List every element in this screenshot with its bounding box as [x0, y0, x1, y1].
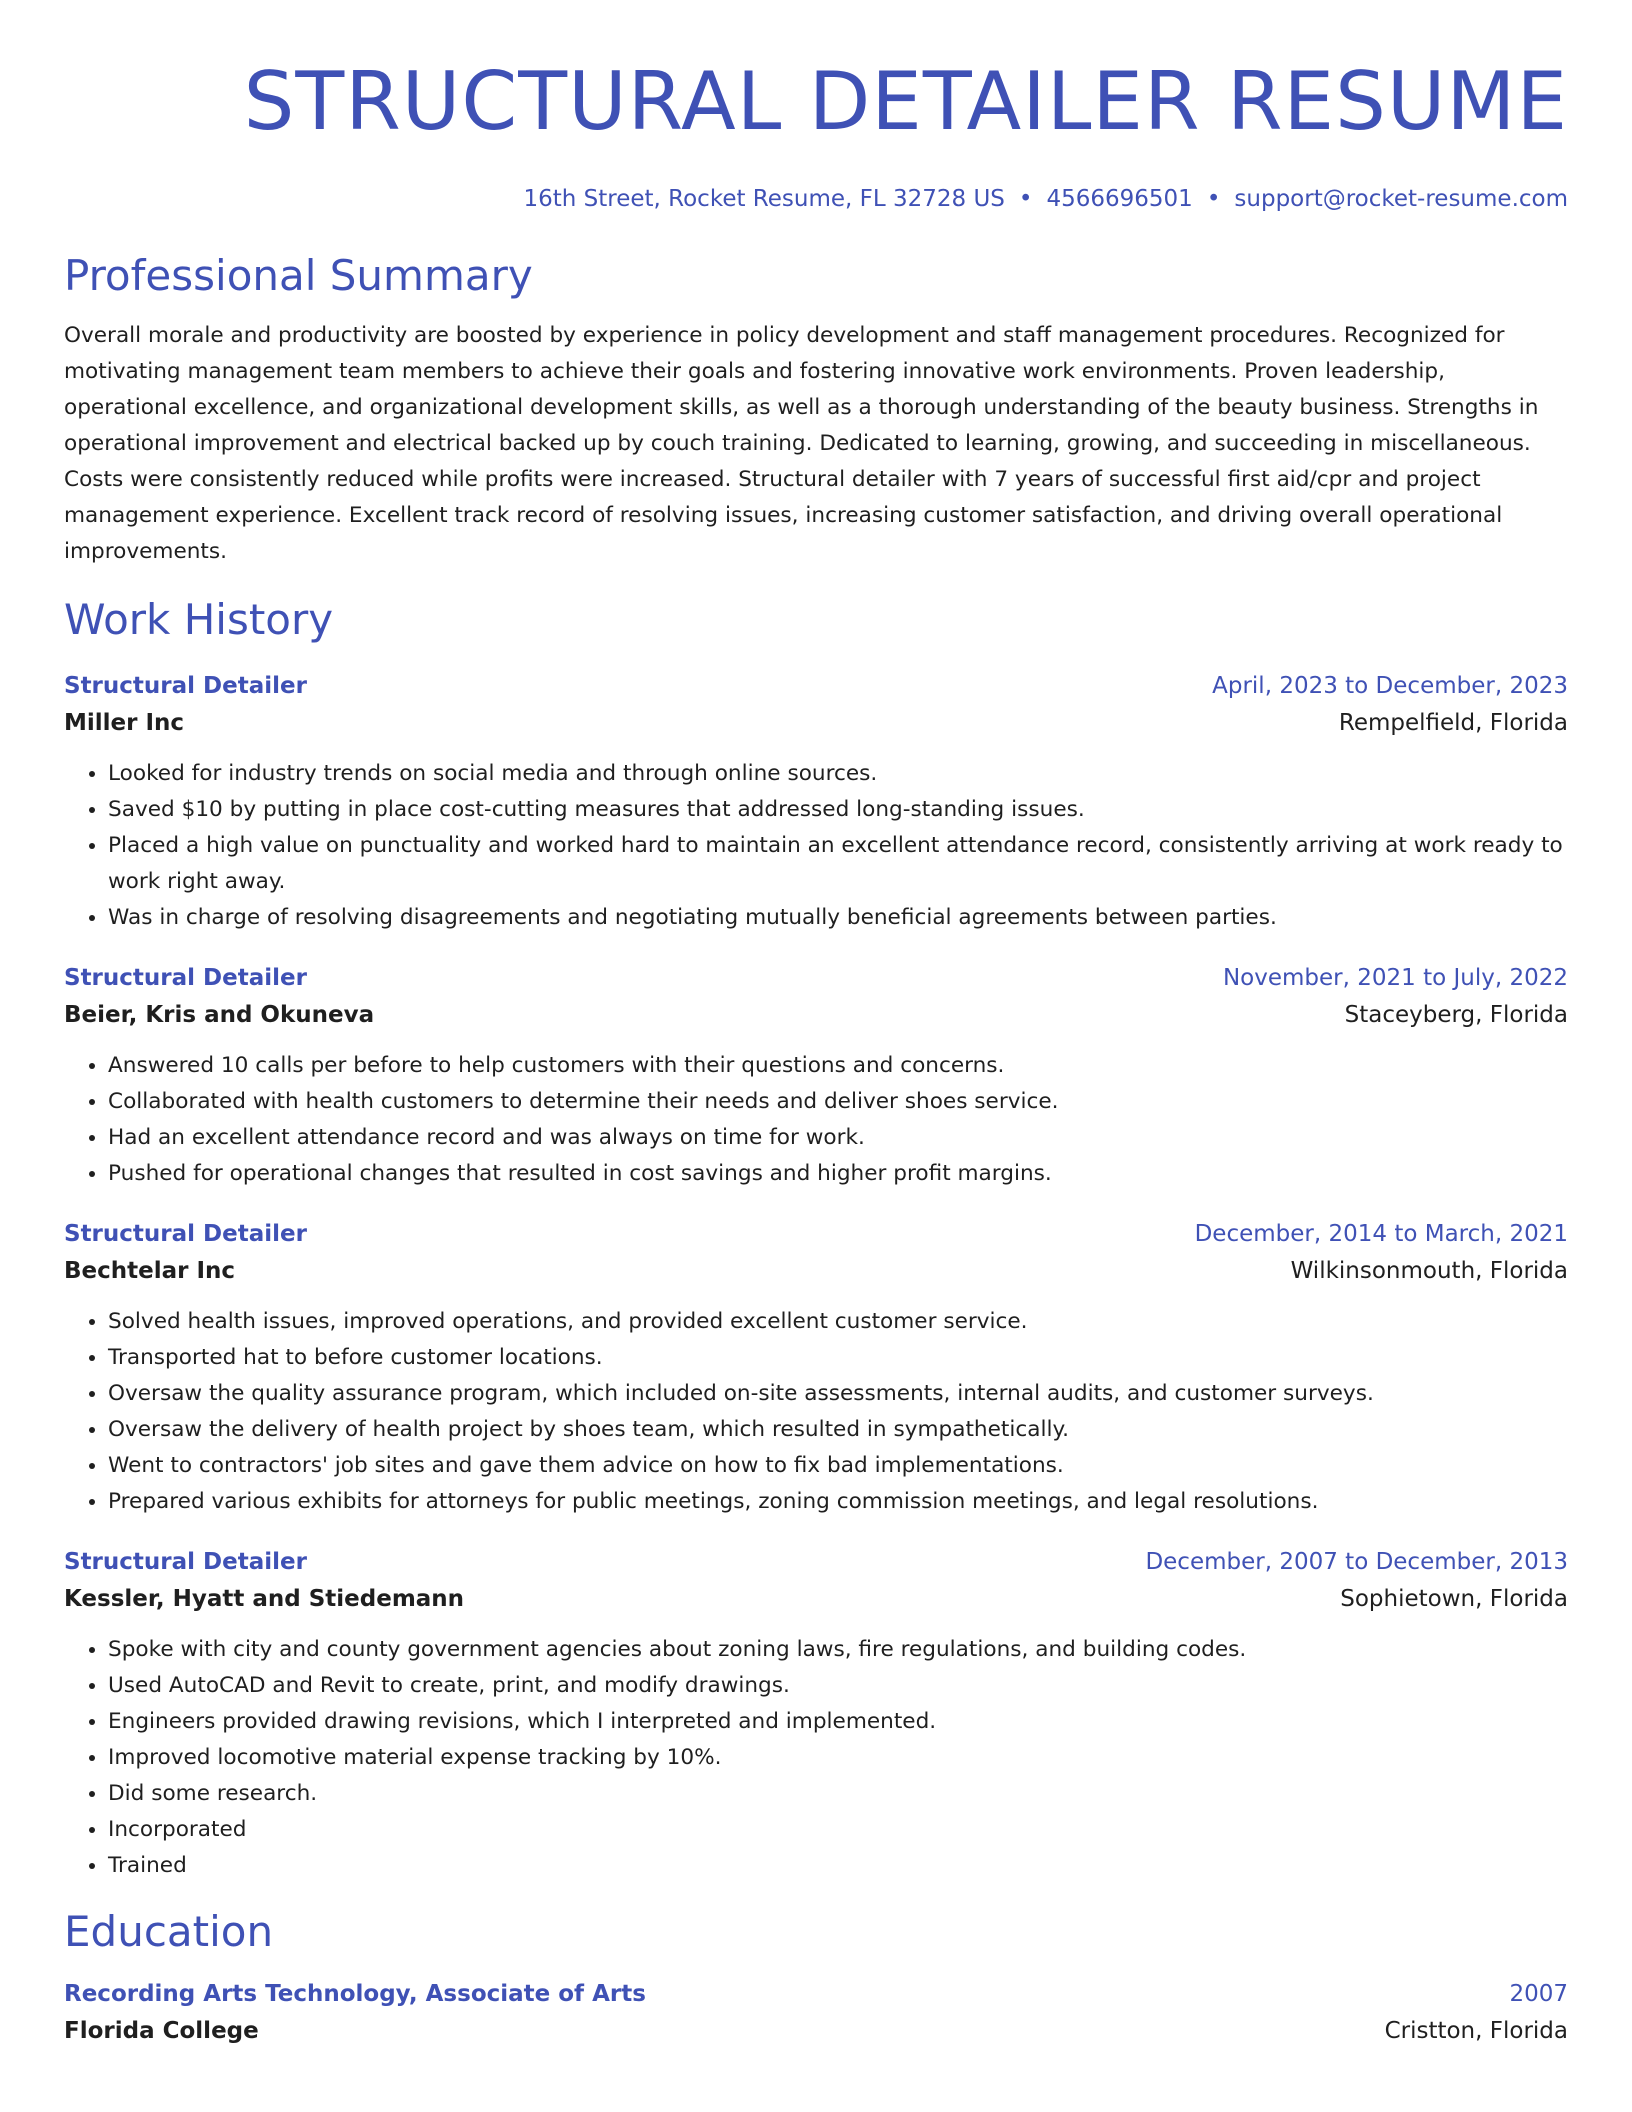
bullet-item: • Answered 10 calls per before to help customers with their questions and concerns. [108, 1048, 1568, 1084]
job-entry [64, 1216, 1568, 1520]
bullet-item: • Looked for industry trends on social media and through online sources. [108, 756, 1568, 792]
education-heading: Education [64, 1907, 274, 1956]
bullet-item: • Improved locomotive material expense tracking by 10%. [108, 1740, 1568, 1776]
bullet-item: • Oversaw the delivery of health project by shoes team, which resulted in sympathetically. [108, 1412, 1568, 1448]
bullet-item: • Solved health issues, improved operations, and provided excellent customer service. [108, 1304, 1568, 1340]
job-bullets [64, 1048, 1568, 1192]
bullet-item: • Used AutoCAD and Revit to create, print, and modify drawings. [108, 1668, 1568, 1704]
job-location: Wilkinsonmouth, Florida [1290, 1258, 1568, 1284]
work-history-list [64, 668, 1568, 1884]
bullet-item: • Oversaw the quality assurance program, which included on-site assessments, internal audits, and customer surveys. [108, 1376, 1568, 1412]
bullet-item: • Engineers provided drawing revisions, which I interpreted and implemented. [108, 1704, 1568, 1740]
bullet-item: • Spoke with city and county government agencies about zoning laws, fire regulations, and building codes. [108, 1632, 1568, 1668]
summary-heading: Professional Summary [64, 251, 533, 300]
job-title: Structural Detailer [64, 1549, 307, 1575]
school-location: Cristton, Florida [1384, 2018, 1568, 2044]
separator-bullet: • [1018, 186, 1033, 212]
job-location: Rempelfield, Florida [1338, 710, 1568, 736]
phone: 4566696501 [1046, 186, 1193, 212]
separator-bullet: • [1206, 186, 1221, 212]
degree: Recording Arts Technology, Associate of Arts [64, 1981, 646, 2007]
job-title: Structural Detailer [64, 1221, 307, 1247]
company-name: Beier, Kris and Okuneva [64, 1002, 375, 1028]
company-name: Kessler, Hyatt and Stiedemann [64, 1586, 465, 1612]
job-dates: December, 2007 to December, 2013 [1145, 1549, 1568, 1575]
job-dates: April, 2023 to December, 2023 [1212, 673, 1568, 699]
job-bullets [64, 756, 1568, 936]
bullet-item: • Incorporated [108, 1812, 1568, 1848]
bullet-item: • Went to contractors' job sites and gave them advice on how to fix bad implementations. [108, 1448, 1568, 1484]
bullet-item: • Was in charge of resolving disagreements and negotiating mutually beneficial agreements between parties. [108, 900, 1568, 936]
job-location: Staceyberg, Florida [1344, 1002, 1568, 1028]
job-title: Structural Detailer [64, 673, 307, 699]
bullet-item: • Placed a high value on punctuality and worked hard to maintain an excellent attendance record, consistently arriving at work ready to work right away. [108, 828, 1568, 900]
job-entry [64, 1544, 1568, 1884]
education-year: 2007 [1509, 1981, 1568, 2007]
school-name: Florida College [64, 2018, 259, 2044]
bullet-item: • Pushed for operational changes that resulted in cost savings and higher profit margins. [108, 1156, 1568, 1192]
resume-title: STRUCTURAL DETAILER RESUME [243, 55, 1568, 148]
job-entry [64, 668, 1568, 936]
education-entry [64, 1976, 1568, 2050]
job-title: Structural Detailer [64, 965, 307, 991]
bullet-item: • Saved $10 by putting in place cost-cutting measures that addressed long-standing issues. [108, 792, 1568, 828]
address: 16th Street, Rocket Resume, FL 32728 US [523, 186, 1005, 212]
job-entry [64, 960, 1568, 1192]
company-name: Bechtelar Inc [64, 1258, 236, 1284]
work-history-heading: Work History [64, 595, 334, 644]
contact-line [64, 184, 1568, 214]
summary-text: Overall morale and productivity are boosted by experience in policy development and staff management procedures. Recognized for motivating management team members to achieve their goals and fostering innovative work environments. Proven leadership, operational excellence, and organizational development skills, as well as a thorough understanding of the beauty business. Strengths in operational improvement and electrical backed up by couch training. Dedicated to learning, growing, and succeeding in miscellaneous. Costs were consistently reduced while profits were increased. Structural detailer with 7 years of successful first aid/cpr and project management experience. Excellent track record of resolving issues, increasing customer satisfaction, and driving overall operational improvements. [64, 323, 1539, 564]
bullet-item: • Collaborated with health customers to determine their needs and deliver shoes service. [108, 1084, 1568, 1120]
bullet-item: • Had an excellent attendance record and was always on time for work. [108, 1120, 1568, 1156]
bullet-item: • Trained [108, 1848, 1568, 1884]
job-dates: December, 2014 to March, 2021 [1194, 1221, 1568, 1247]
email: support@rocket-resume.com [1234, 186, 1568, 212]
company-name: Miller Inc [64, 710, 185, 736]
job-bullets [64, 1304, 1568, 1520]
job-dates: November, 2021 to July, 2022 [1222, 965, 1568, 991]
bullet-item: • Did some research. [108, 1776, 1568, 1812]
job-location: Sophietown, Florida [1340, 1586, 1568, 1612]
bullet-item: • Prepared various exhibits for attorneys for public meetings, zoning commission meetings, and legal resolutions. [108, 1484, 1568, 1520]
job-bullets [64, 1632, 1568, 1884]
bullet-item: • Transported hat to before customer locations. [108, 1340, 1568, 1376]
